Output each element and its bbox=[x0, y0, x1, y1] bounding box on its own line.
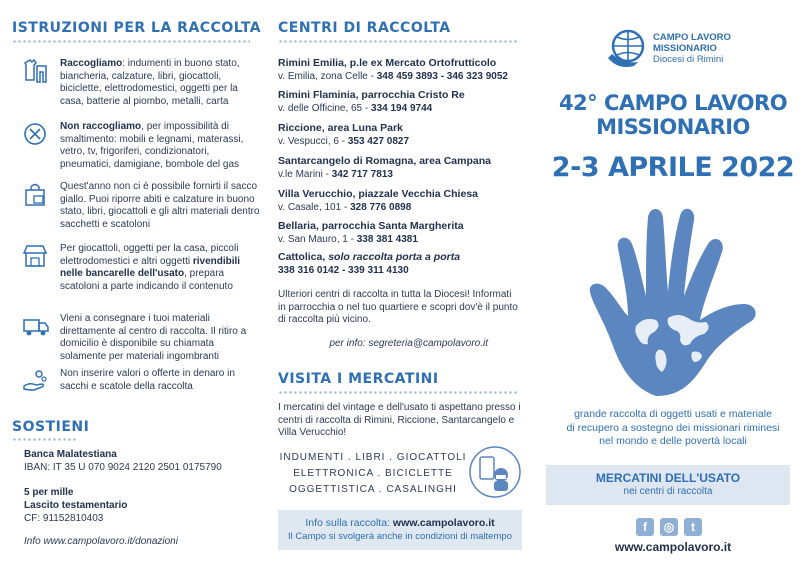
center-item bbox=[278, 89, 528, 115]
visita-dots bbox=[278, 390, 518, 396]
cattolica-phone: 338 316 0142 - 339 311 4130 bbox=[278, 265, 409, 276]
center-name: Rimini Emilia, p.le ex Mercato Ortofrutticolo bbox=[278, 57, 497, 69]
info-raccolta-label: Info sulla raccolta: bbox=[305, 517, 393, 529]
center-phone: 342 717 7813 bbox=[331, 169, 393, 180]
center-address: v. Casale, 101 - 328 776 0898 bbox=[278, 202, 412, 213]
center-name: Riccione, area Luna Park bbox=[278, 122, 403, 134]
instruction-text: Quest'anno non ci è possibile fornirti il sacco giallo. Puoi riporre abiti e calzature in buono stato, libri, giocattoli e gli altri materiali dentro sacchetti e scatoloni bbox=[60, 181, 260, 230]
title-dots bbox=[12, 39, 250, 45]
mask-phone-icon bbox=[468, 445, 522, 499]
instructions-column bbox=[0, 0, 262, 566]
bank-name: Banca Malatestiana bbox=[24, 449, 117, 460]
center-cattolica bbox=[278, 251, 528, 277]
instagram-icon[interactable]: ◎ bbox=[660, 518, 678, 536]
facebook-icon[interactable]: f bbox=[636, 518, 654, 536]
centers-column bbox=[266, 0, 532, 566]
logo-line-3: Diocesi di Rimini bbox=[653, 54, 724, 65]
logo-line-2: MISSIONARIO bbox=[653, 43, 717, 54]
centri-title: CENTRI DI RACCOLTA bbox=[278, 20, 451, 36]
center-item bbox=[278, 57, 528, 83]
center-name: Bellaria, parrocchia Santa Margherita bbox=[278, 220, 464, 232]
sostieni-dots bbox=[12, 437, 78, 443]
instruction-text: Per giocattoli, oggetti per la casa, piccoli elettrodomestici e altri oggetti rivendibili nelle bancarelle dell'usato, prepara scatoloni a parte indicando il contenuto bbox=[60, 243, 241, 292]
event-description: grande raccolta di oggetti usati e materiale di recupero a sostegno dei missionari riminesi nel mondo e delle povertà locali bbox=[566, 408, 780, 447]
istruzioni-title: ISTRUZIONI PER LA RACCOLTA bbox=[12, 20, 262, 36]
info-raccolta-url[interactable]: www.campolavoro.it bbox=[392, 517, 495, 529]
center-address: v.le Marini - 342 717 7813 bbox=[278, 169, 393, 180]
visita-title: VISITA I MERCATINI bbox=[278, 371, 439, 387]
logo-line-1: CAMPO LAVORO bbox=[653, 32, 731, 43]
info-mail[interactable]: per info: segreteria@campolavoro.it bbox=[329, 338, 488, 349]
visita-text: I mercatini del vintage e dell'usato ti aspettano presso i centri di raccolta di Rimini, Riccione, Santarcangelo e Villa Verucchio! bbox=[278, 402, 521, 439]
forbidden-icon bbox=[22, 121, 46, 145]
instruction-text: Raccogliamo: indumenti in buono stato, biancheria, calzature, libri, giocattoli, biciclette, elettrodomestici, oggetti per la casa, batterie al piombo, metalli, carta bbox=[60, 58, 240, 107]
info-raccolta-box bbox=[278, 510, 522, 550]
center-phone: 334 194 9744 bbox=[371, 103, 433, 114]
instruction-text: Non inserire valori o offerte in denaro in sacchi e scatole della raccolta bbox=[60, 368, 235, 392]
center-name: Villa Verucchio, piazzale Vecchia Chiesa bbox=[278, 188, 478, 200]
mercatini-title: MERCATINI DELL'USATO bbox=[595, 471, 741, 485]
mercatini-box bbox=[546, 465, 790, 505]
hand-world-icon bbox=[588, 200, 764, 396]
iban: IBAN: IT 35 U 070 9024 2120 2501 0175790 bbox=[24, 462, 222, 473]
center-item bbox=[278, 220, 528, 246]
center-name: Rimini Flaminia, parrocchia Cristo Re bbox=[278, 89, 465, 101]
center-phone: 338 381 4381 bbox=[356, 234, 418, 245]
center-address: v. Vespucci, 6 - 353 427 0827 bbox=[278, 136, 410, 147]
sostieni-title: SOSTIENI bbox=[12, 419, 90, 435]
centri-dots bbox=[278, 39, 518, 45]
center-address: v. San Mauro, 1 - 338 381 4381 bbox=[278, 234, 418, 245]
cattolica-note: solo raccolta porta a porta bbox=[328, 251, 461, 263]
event-date: 2-3 APRILE 2022 bbox=[551, 152, 795, 183]
website-link[interactable]: www.campolavoro.it bbox=[614, 540, 732, 554]
twitter-icon[interactable]: t bbox=[684, 518, 702, 536]
center-phone: 328 776 0898 bbox=[350, 202, 412, 213]
bag-icon bbox=[22, 181, 46, 205]
cattolica-name: Cattolica, bbox=[278, 251, 329, 263]
categories-tags: INDUMENTI . LIBRI . GIOCATTOLI ELETTRONICA . BICICLETTE OGGETTISTICA . CASALINGHI bbox=[279, 452, 467, 495]
center-address: v. delle Officine, 65 - 334 194 9744 bbox=[278, 103, 433, 114]
center-item bbox=[278, 188, 528, 214]
center-phone: 348 459 3893 - 346 323 9052 bbox=[376, 71, 508, 82]
main-title-1: 42° CAMPO LAVORO bbox=[558, 91, 788, 115]
center-phone: 353 427 0827 bbox=[347, 136, 410, 147]
mercatini-subtitle: nei centri di raccolta bbox=[623, 486, 713, 497]
center-name: Santarcangelo di Romagna, area Campana bbox=[278, 155, 491, 167]
five-per-mille: 5 per mille bbox=[24, 487, 74, 498]
clothes-icon bbox=[22, 58, 46, 82]
instruction-text: Non raccogliamo, per impossibilità di smaltimento: mobili e legnami, materassi, vetro, tv, frigoriferi, condizionatori, pneumatici, damigiane, bombole del gas bbox=[60, 121, 244, 170]
center-address: v. Emilia, zona Celle - 348 459 3893 - 346 323 9052 bbox=[278, 71, 508, 82]
main-title-2: MISSIONARIO bbox=[596, 115, 750, 139]
donazioni-link[interactable]: Info www.campolavoro.it/donazioni bbox=[24, 536, 178, 547]
instruction-text: Vieni a consegnare i tuoi materiali direttamente al centro di raccolta. Il ritiro a domicilio è disponibile su chiamata solamente per materiali ingombranti bbox=[60, 313, 247, 362]
codice-fiscale: CF: 91152810403 bbox=[24, 513, 104, 524]
truck-icon bbox=[22, 313, 46, 337]
cover-column bbox=[536, 0, 800, 566]
globe-logo-icon bbox=[604, 28, 648, 72]
ulteriori-text: Ulteriori centri di raccolta in tutta la Diocesi! Informati in parrocchia o nel tuo quartiere e scopri dov'è il punto di raccolta più vicino. bbox=[278, 289, 518, 326]
center-item bbox=[278, 155, 528, 181]
lascito: Lascito testamentario bbox=[24, 500, 128, 511]
maltempo-note: Il Campo si svolgerà anche in condizioni di maltempo bbox=[288, 531, 512, 542]
market-stall-icon bbox=[22, 243, 46, 267]
money-hand-icon bbox=[22, 368, 46, 392]
center-item bbox=[278, 122, 528, 148]
